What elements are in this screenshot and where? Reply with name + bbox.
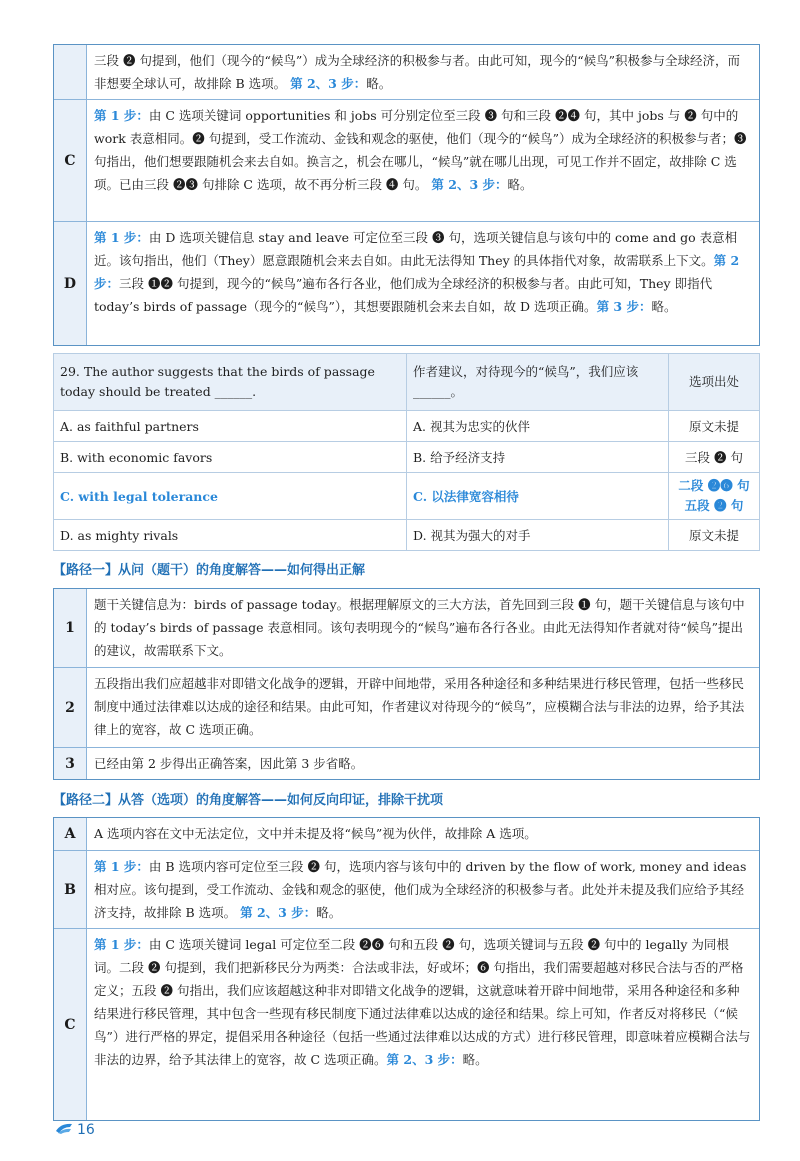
option-source: 三段 ❷ 句 (669, 442, 760, 473)
option-row-b (54, 442, 760, 473)
step-label: 第 1 步： (94, 859, 149, 874)
row-text: 五段指出我们应超越非对即错文化战争的逻辑，开辟中间地带，采用各种途径和多种结果进行移民管理，包括一些移民制度中通过法律难以达成的途径和结果。由此可知，作者建议对待现今的“候鸟”，应模糊合法与非法的边界，给予其法律上的宽容，故 C 选项正确。 (94, 676, 745, 737)
step-label: 第 1 步： (94, 937, 149, 952)
row-text: 三段 ❶❷ 句提到，现今的“候鸟”遍布各行各业，他们成为全球经济的积极参与者。由此可知，They 即指代 today’s birds of passage（现今的“候鸟”），其想要跟随机会来去自如，故 D 选项正确。 (94, 276, 713, 314)
option-source: 原文未提 (669, 520, 760, 551)
question-header-row (54, 354, 760, 411)
top-analysis-table (53, 44, 760, 346)
option-source: 原文未提 (669, 411, 760, 442)
path2-row-a (54, 818, 759, 850)
row-d: D 第 1 步：由 D 选项关键信息 stay and leave 可定位至三段 ❸ 句，选项关键信息与该句中的 come and go 表意相近。该句指出，他们（They）愿意跟随机会来去自如。由此无法得知 They 的具体指代对象，故需联系上下文。第 2 步：三段 ❶❷ 句提到，现今的“候鸟”遍布各行各业，他们成为全球经济的积极参与者。由此可知，They 即指代 today’s birds of passage（现今的“候鸟”），其想要跟随机会来去自如，故 D 选项正确。第 3 步：略。 (54, 221, 759, 345)
step-label: 第 2、3 步： (386, 1052, 463, 1067)
option-cn: D. 视其为强大的对手 (407, 520, 669, 551)
step-label: 第 2 步： (94, 253, 740, 291)
row-label: 1 (54, 589, 87, 667)
path2-row-c: C 第 1 步：由 C 选项关键词 legal 可定位至二段 ❷❻ 句和五段 ❷ 句，选项关键词与五段 ❷ 句中的 legally 为同根词。二段 ❷ 句提到，我们把新移民分为两类：合法或非法，好或坏；❻ 句指出，我们需要超越对移民合法与否的严格定义；五段 ❷ 句指出，我们应该超越这种非对即错文化战争的逻辑，这就意味着开辟中间地带，采用各种途径和多种结果进行移民管理，其中包含一些现有移民制度下通过法律难以达成的途径和结果。综上可知，作者反对将移民（“候鸟”）进行严格的界定，提倡采用各种途径（包括一些通过法律难以达成的方式）进行移民管理，即意味着应模糊合法与非法的边界，给予其法律上的宽容，故 C 选项正确。第 2、3 步：略。 (54, 928, 759, 1120)
option-row-d (54, 520, 760, 551)
path2-heading: 【路径二】从答（选项）的角度解答——如何反向印证，排除干扰项 (53, 793, 444, 808)
row-c: C 第 1 步：由 C 选项关键词 opportunities 和 jobs 可分别定位至三段 ❸ 句和三段 ❷❹ 句，其中 jobs 与 ❷ 句中的 work 表意相同。❷ 句提到，受工作流动、金钱和观念的驱使，他们（现今的“候鸟”）成为全球经济的积极参与者；❸ 句指出，他们想要跟随机会来去自如。换言之，机会在哪儿，“候鸟”就在哪儿出现，可见工作并不固定，故排除 C 选项。已由三段 ❷❸ 句排除 C 选项，故不再分析三段 ❹ 句。 第 2、3 步：略。 (54, 99, 759, 221)
question-stem-en: 29. The author suggests that the birds of passage today should be treated ______. (54, 354, 407, 411)
row-text: 题干关键信息为：birds of passage today。根据理解原文的三大方法，首先回到三段 ❶ 句，题干关键信息与该句中的 today’s birds of passage 表意相同。该句表明现今的“候鸟”遍布各行各业。由此无法得知作者就对待“候鸟”提出的建议，故需联系下文。 (94, 597, 745, 658)
option-en: D. as mighty rivals (54, 520, 407, 551)
row-text: 由 C 选项关键词 opportunities 和 jobs 可分别定位至三段 ❸ 句和三段 ❷❹ 句，其中 jobs 与 ❷ 句中的 work 表意相同。❷ 句提到，受工作流动、金钱和观念的驱使，他们（现今的“候鸟”）成为全球经济的积极参与者；❸ 句指出，他们想要跟随机会来去自如。换言之，机会在哪儿，“候鸟”就在哪儿出现，可见工作并不固定，故排除 C 选项。已由三段 ❷❸ 句排除 C 选项，故不再分析三段 ❹ 句。 (94, 108, 747, 192)
path2-row-b: B 第 1 步：由 B 选项内容可定位至三段 ❷ 句，选项内容与该句中的 driven by the flow of work, money and ideas 相对应。该句提到，受工作流动、金钱和观念的驱使，他们成为全球经济的积极参与者。此处并未提及我们应给予其经济支持，故排除 B 选项。 第 2、3 步：略。 (54, 850, 759, 928)
path1-step-3 (54, 747, 759, 779)
step-label: 第 3 步： (596, 299, 652, 314)
row-b-continued: 三段 ❷ 句提到，他们（现今的“候鸟”）成为全球经济的积极参与者。由此可知，现今的“候鸟”积极参与全球经济，而非想要全球认可，故排除 B 选项。 第 2、3 步：略。 (54, 45, 759, 99)
page-number: 16 (77, 1122, 95, 1138)
question-29-table (53, 353, 760, 551)
row-text: 由 D 选项关键信息 stay and leave 可定位至三段 ❸ 句，选项关键信息与该句中的 come and go 表意相近。该句指出，他们（They）愿意跟随机会来去自如。由此无法得知 They 的具体指代对象，故需联系上下文。 (94, 230, 738, 268)
path1-table (53, 588, 760, 780)
option-source: 二段 ❷❻ 句 五段 ❷ 句 (669, 473, 760, 520)
option-cn: A. 视其为忠实的伙伴 (407, 411, 669, 442)
row-label: B (54, 851, 87, 928)
step-label: 第 2、3 步： (290, 76, 367, 91)
path1-step-1 (54, 589, 759, 667)
option-en: C. with legal tolerance (54, 473, 407, 520)
row-label: D (54, 222, 87, 345)
step-label: 第 1 步： (94, 108, 149, 123)
row-text: 已经由第 2 步得出正确答案，因此第 3 步省略。 (94, 756, 364, 771)
option-cn: C. 以法律宽容相待 (407, 473, 669, 520)
step-label: 第 1 步： (94, 230, 149, 245)
step-label: 第 2、3 步： (240, 905, 317, 920)
row-text: 三段 ❷ 句提到，他们（现今的“候鸟”）成为全球经济的积极参与者。由此可知，现今的“候鸟”积极参与全球经济，而非想要全球认可，故排除 B 选项。 (94, 53, 741, 91)
row-label (54, 45, 87, 99)
path1-heading: 【路径一】从问（题干）的角度解答——如何得出正解 (53, 563, 366, 578)
path1-step-2 (54, 667, 759, 747)
option-en: A. as faithful partners (54, 411, 407, 442)
option-cn: B. 给予经济支持 (407, 442, 669, 473)
row-label: 2 (54, 668, 87, 747)
row-text: 由 B 选项内容可定位至三段 ❷ 句，选项内容与该句中的 driven by the flow of work, money and ideas 相对应。该句提到，受工作流动、金钱和观念的驱使，他们成为全球经济的积极参与者。此处并未提及我们应给予其经济支持，故排除 B 选项。 (94, 859, 747, 920)
row-label: 3 (54, 748, 87, 779)
source-header: 选项出处 (669, 354, 760, 411)
page-footer (55, 1121, 95, 1139)
path2-table (53, 817, 760, 1121)
option-row-c-correct (54, 473, 760, 520)
option-en: B. with economic favors (54, 442, 407, 473)
step-label: 第 2、3 步： (431, 177, 508, 192)
row-label: C (54, 929, 87, 1120)
row-label: A (54, 818, 87, 850)
option-row-a (54, 411, 760, 442)
book-logo-icon (55, 1121, 73, 1139)
row-text: A 选项内容在文中无法定位，文中并未提及将“候鸟”视为伙伴，故排除 A 选项。 (94, 826, 537, 841)
question-stem-cn: 作者建议，对待现今的“候鸟”，我们应该______。 (407, 354, 669, 411)
row-label: C (54, 100, 87, 221)
row-text: 由 C 选项关键词 legal 可定位至二段 ❷❻ 句和五段 ❷ 句，选项关键词与五段 ❷ 句中的 legally 为同根词。二段 ❷ 句提到，我们把新移民分为两类：合法或非法，好或坏；❻ 句指出，我们需要超越对移民合法与否的严格定义；五段 ❷ 句指出，我们应该超越这种非对即错文化战争的逻辑，这就意味着开辟中间地带，采用各种途径和多种结果进行移民管理，其中包含一些现有移民制度下通过法律难以达成的途径和结果。综上可知，作者反对将移民（“候鸟”）进行严格的界定，提倡采用各种途径（包括一些通过法律难以达成的方式）进行移民管理，即意味着应模糊合法与非法的边界，给予其法律上的宽容，故 C 选项正确。 (94, 937, 751, 1067)
